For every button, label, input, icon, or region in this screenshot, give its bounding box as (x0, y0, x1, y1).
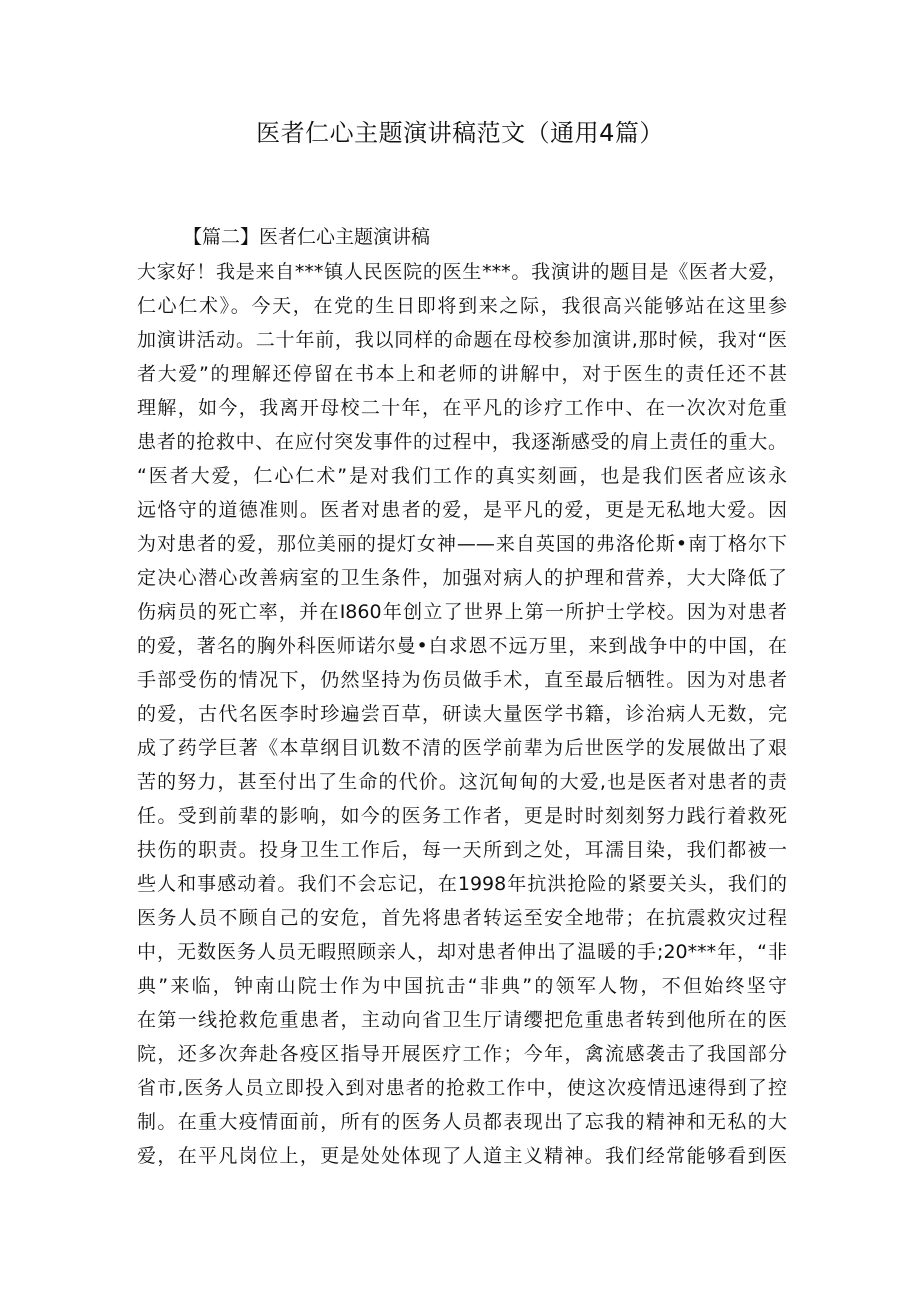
section-heading: 【篇二】医者仁心主题演讲稿 (183, 226, 431, 248)
paragraph-line: 伤病员的死亡率，并在I860年创立了世界上第一所护士学校。因为对患者 (137, 601, 787, 623)
paragraph-line: 院，还多次奔赴各疫区指导开展医疗工作；今年，禽流感袭击了我国部分 (137, 1043, 787, 1065)
paragraph-line: 爱，在平凡岗位上，更是处处体现了人道主义精神。我们经常能够看到医 (137, 1145, 787, 1167)
paragraph-line: 典”来临，钟南山院士作为中国抗击“非典”的领军人物，不但始终坚守 (137, 975, 787, 997)
paragraph-line: 的爱，古代名医李时珍遍尝百草，研读大量医学书籍，诊治病人无数，完 (137, 703, 787, 725)
paragraph-line: 仁心仁术》。今天，在党的生日即将到来之际，我很高兴能够站在这里参 (137, 295, 787, 317)
body-text (137, 255, 787, 1173)
paragraph-line: 省市,医务人员立即投入到对患者的抢救工作中，使这次疫情迅速得到了控 (137, 1077, 787, 1099)
paragraph-line: 加演讲活动。二十年前，我以同样的命题在母校参加演讲,那时候，我对“医 (137, 329, 787, 351)
paragraph-line: 成了药学巨著《本草纲目讥数不清的医学前辈为后世医学的发展做出了艰 (137, 737, 787, 759)
paragraph-line: 医务人员不顾自己的安危，首先将患者转运至安全地带；在抗震救灾过程 (137, 907, 787, 929)
paragraph-line: 些人和事感动着。我们不会忘记，在1998年抗洪抢险的紧要关头，我们的 (137, 873, 787, 895)
paragraph-line: 为对患者的爱，那位美丽的提灯女神——来自英国的弗洛伦斯•南丁格尔下 (137, 533, 787, 555)
paragraph-line: 任。受到前辈的影响，如今的医务工作者，更是时时刻刻努力践行着救死 (137, 805, 787, 827)
paragraph-line: 者大爱”的理解还停留在书本上和老师的讲解中，对于医生的责任还不甚 (137, 363, 787, 385)
paragraph-line: 手部受伤的情况下，仍然坚持为伤员做手术，直至最后牺牲。因为对患者 (137, 669, 787, 691)
paragraph-line: 患者的抢救中、在应付突发事件的过程中，我逐渐感受的肩上责任的重大。 (137, 431, 787, 453)
paragraph-line: 制。在重大疫情面前，所有的医务人员都表现出了忘我的精神和无私的大 (137, 1111, 787, 1133)
paragraph-line: 中，无数医务人员无暇照顾亲人，却对患者伸出了温暖的手;20***年，“非 (137, 941, 787, 963)
paragraph-line: 苦的努力，甚至付出了生命的代价。这沉甸甸的大爱,也是医者对患者的责 (137, 771, 787, 793)
paragraph-line: 远恪守的道德准则。医者对患者的爱，是平凡的爱，更是无私地大爱。因 (137, 499, 787, 521)
document-title: 医者仁心主题演讲稿范文（通用4篇） (256, 119, 664, 147)
paragraph-line: 扶伤的职责。投身卫生工作后，每一天所到之处，耳濡目染，我们都被一 (137, 839, 787, 861)
paragraph-line: 定决心潜心改善病室的卫生条件，加强对病人的护理和营养，大大降低了 (137, 567, 787, 589)
paragraph-line: 大家好！我是来自***镇人民医院的医生***。我演讲的题目是《医者大爱， (137, 261, 787, 283)
paragraph-line: 在第一线抢救危重患者，主动向省卫生厅请缨把危重患者转到他所在的医 (137, 1009, 787, 1031)
paragraph-line: 理解，如今，我离开母校二十年，在平凡的诊疗工作中、在一次次对危重 (137, 397, 787, 419)
paragraph-line: 的爱，著名的胸外科医师诺尔曼•白求恩不远万里，来到战争中的中国，在 (137, 635, 787, 657)
paragraph-line: “医者大爱，仁心仁术”是对我们工作的真实刻画，也是我们医者应该永 (137, 465, 787, 487)
